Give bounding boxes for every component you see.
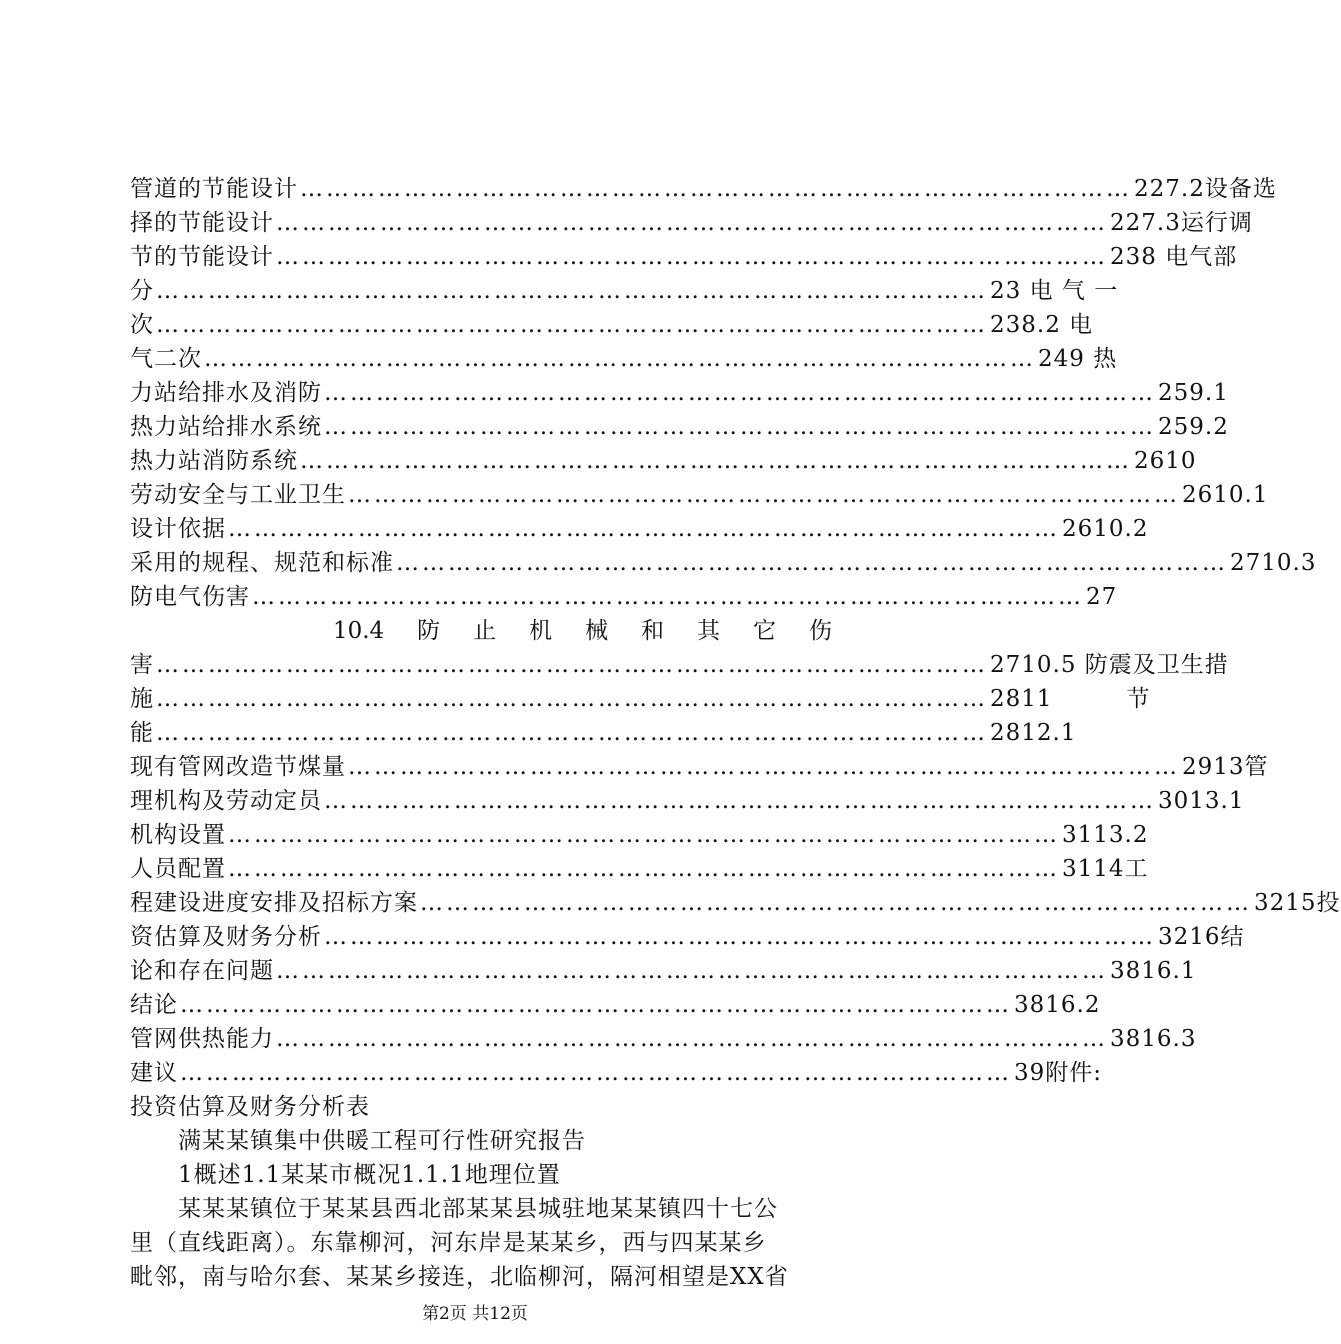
toc-line: 防电气伤害 …………………………………………………………………………………… 27 — [130, 580, 770, 614]
toc-page-number: 3816.3 — [1110, 1026, 1197, 1052]
toc-page-number: 27 — [1086, 584, 1118, 610]
toc-entry-text: 资估算及财务分析 — [130, 924, 322, 950]
toc-page-number: 3816.2 — [1014, 992, 1101, 1018]
toc-line: 机构设置 …………………………………………………………………………………… 3113.2 — [130, 818, 832, 852]
section-heading: 1概述1.1某某市概况1.1.1地理位置 — [178, 1162, 561, 1188]
toc-page-number: 2610.1 — [1182, 482, 1269, 508]
toc-line: 程建设进度安排及招标方案 …………………………………………………………………………………… 3215投 — [130, 886, 832, 920]
toc-section-number: 10.4 — [332, 618, 385, 644]
toc-line: 现有管网改造节煤量 …………………………………………………………………………………… 2913管 — [130, 750, 832, 784]
toc-char: 止 — [473, 618, 497, 644]
toc-page-number: 238.2 电 — [990, 312, 1094, 338]
toc-entry-text: 力站给排水及消防 — [130, 380, 322, 406]
toc-entry-text: 机构设置 — [130, 822, 226, 848]
toc-line: 热力站给排水系统 …………………………………………………………………………………… 259.2 — [130, 410, 832, 444]
toc-char: 机 — [529, 618, 553, 644]
toc-entry-text: 采用的规程、规范和标准 — [130, 550, 394, 576]
toc-entry-text: 施 — [130, 686, 154, 712]
toc-entry-text: 设计依据 — [130, 516, 226, 542]
toc-entry-text: 气二次 — [130, 346, 202, 372]
toc-line: 能 …………………………………………………………………………………… 2812.1 — [130, 716, 832, 750]
toc-page-number: 3113.2 — [1062, 822, 1149, 848]
toc-page-number: 259.1 — [1158, 380, 1229, 406]
toc-line: 择的节能设计 …………………………………………………………………………………… 227.3运行调 — [130, 206, 832, 240]
toc-page-number: 238 电气部 — [1110, 244, 1238, 270]
toc-entry-text: 次 — [130, 312, 154, 338]
toc-line: 资估算及财务分析 …………………………………………………………………………………… 3216结 — [130, 920, 832, 954]
toc-entry-text: 分 — [130, 278, 154, 304]
toc-line: 热力站消防系统 …………………………………………………………………………………… 2610 — [130, 444, 832, 478]
toc-page-number: 2710.3 — [1230, 550, 1317, 576]
toc-entry-text: 管网供热能力 — [130, 1026, 274, 1052]
toc-page-number: 3114工 — [1062, 856, 1149, 882]
toc-char: 伤 — [808, 618, 832, 644]
toc-line: 劳动安全与工业卫生 …………………………………………………………………………………… 2610.1 — [130, 478, 832, 512]
toc-entry-text: 现有管网改造节煤量 — [130, 754, 346, 780]
toc-page-number: 39附件: — [1014, 1060, 1103, 1086]
toc-line: 采用的规程、规范和标准 …………………………………………………………………………………… 2710.3 — [130, 546, 832, 580]
toc-char: 它 — [752, 618, 776, 644]
toc-line: 分 …………………………………………………………………………………… 23 电 气 一 — [130, 274, 832, 308]
body-line: 里（直线距离）。东靠柳河，河东岸是某某乡，西与四某某乡 — [130, 1230, 767, 1256]
toc-entry-text: 择的节能设计 — [130, 210, 274, 236]
toc-line: 管道的节能设计 …………………………………………………………………………………… 227.2设备选 — [130, 172, 832, 206]
toc-page-number: 2913管 — [1182, 754, 1269, 780]
toc-line: 管网供热能力 …………………………………………………………………………………… 3816.3 — [130, 1022, 832, 1056]
toc-line: 建议 …………………………………………………………………………………… 39附件: — [130, 1056, 840, 1090]
toc-entry-text: 防电气伤害 — [130, 584, 250, 610]
toc-page-number: 3816.1 — [1110, 958, 1197, 984]
toc-line: 施 …………………………………………………………………………………… 2811 节 — [130, 682, 832, 716]
toc-line: 次 …………………………………………………………………………………… 238.2 电 — [130, 308, 832, 342]
toc-entry-text: 害 — [130, 652, 154, 678]
body-line: 毗邻，南与哈尔套、某某乡接连，北临柳河，隔河相望是XX省 — [130, 1264, 789, 1290]
toc-entry-text: 能 — [130, 720, 154, 746]
toc-char: 和 — [641, 618, 665, 644]
toc-page-number: 227.3运行调 — [1110, 210, 1253, 236]
toc-page-number: 3013.1 — [1158, 788, 1245, 814]
toc-page-number: 259.2 — [1158, 414, 1229, 440]
toc-page-number: 23 电 气 一 — [990, 278, 1119, 304]
toc-entry-text: 建议 — [130, 1060, 178, 1086]
toc-line: 设计依据 …………………………………………………………………………………… 2610.2 — [130, 512, 832, 546]
toc-line: 论和存在问题 …………………………………………………………………………………… 3816.1 — [130, 954, 832, 988]
toc-entry-text: 劳动安全与工业卫生 — [130, 482, 346, 508]
toc-entry-text-tail: 节 — [1126, 686, 1151, 712]
toc-line: 力站给排水及消防 …………………………………………………………………………………… 259.1 — [130, 376, 832, 410]
toc-entry-text: 热力站给排水系统 — [130, 414, 322, 440]
toc-line-justified — [130, 614, 832, 648]
toc-entry-text: 人员配置 — [130, 856, 226, 882]
toc-page-number: 2610.2 — [1062, 516, 1149, 542]
report-title: 满某某镇集中供暖工程可行性研究报告 — [178, 1128, 586, 1154]
toc-char: 械 — [585, 618, 609, 644]
toc-line: 结论 …………………………………………………………………………………… 3816.2 — [130, 988, 832, 1022]
toc-line: 理机构及劳动定员 …………………………………………………………………………………… 3013.1 — [130, 784, 832, 818]
toc-entry-text: 程建设进度安排及招标方案 — [130, 890, 418, 916]
toc-page-number: 249 热 — [1038, 346, 1118, 372]
toc-page-number: 2710.5 防震及卫生措 — [990, 652, 1229, 678]
toc-line: 节的节能设计 …………………………………………………………………………………… 238 电气部 — [130, 240, 832, 274]
toc-char: 其 — [697, 618, 720, 644]
toc-entry-text: 理机构及劳动定员 — [130, 788, 322, 814]
toc-page-number: 3215投 — [1254, 890, 1341, 916]
page-footer: 第2页 共12页 — [422, 1304, 528, 1324]
toc-entry-text: 热力站消防系统 — [130, 448, 298, 474]
toc-line: 害 …………………………………………………………………………………… 2710.5 防震及卫生措 — [130, 648, 832, 682]
toc-page-number: 2610 — [1134, 448, 1197, 474]
toc-page-number: 3216结 — [1158, 924, 1245, 950]
toc-page-number: 2811 — [990, 686, 1053, 712]
toc-page-number: 227.2设备选 — [1134, 176, 1277, 202]
toc-entry-text: 论和存在问题 — [130, 958, 274, 984]
toc-page-number: 2812.1 — [990, 720, 1077, 746]
toc-line: 气二次 …………………………………………………………………………………… 249 热 — [130, 342, 832, 376]
toc-entry-text: 节的节能设计 — [130, 244, 274, 270]
body-line: 某某某镇位于某某县西北部某某县城驻地某某镇四十七公 — [178, 1196, 778, 1222]
toc-entry-text: 结论 — [130, 992, 178, 1018]
toc-entry-text: 管道的节能设计 — [130, 176, 298, 202]
attachment-line: 投资估算及财务分析表 — [130, 1094, 370, 1120]
toc-line: 人员配置 …………………………………………………………………………………… 3114工 — [130, 852, 832, 886]
toc-char: 防 — [417, 618, 441, 644]
